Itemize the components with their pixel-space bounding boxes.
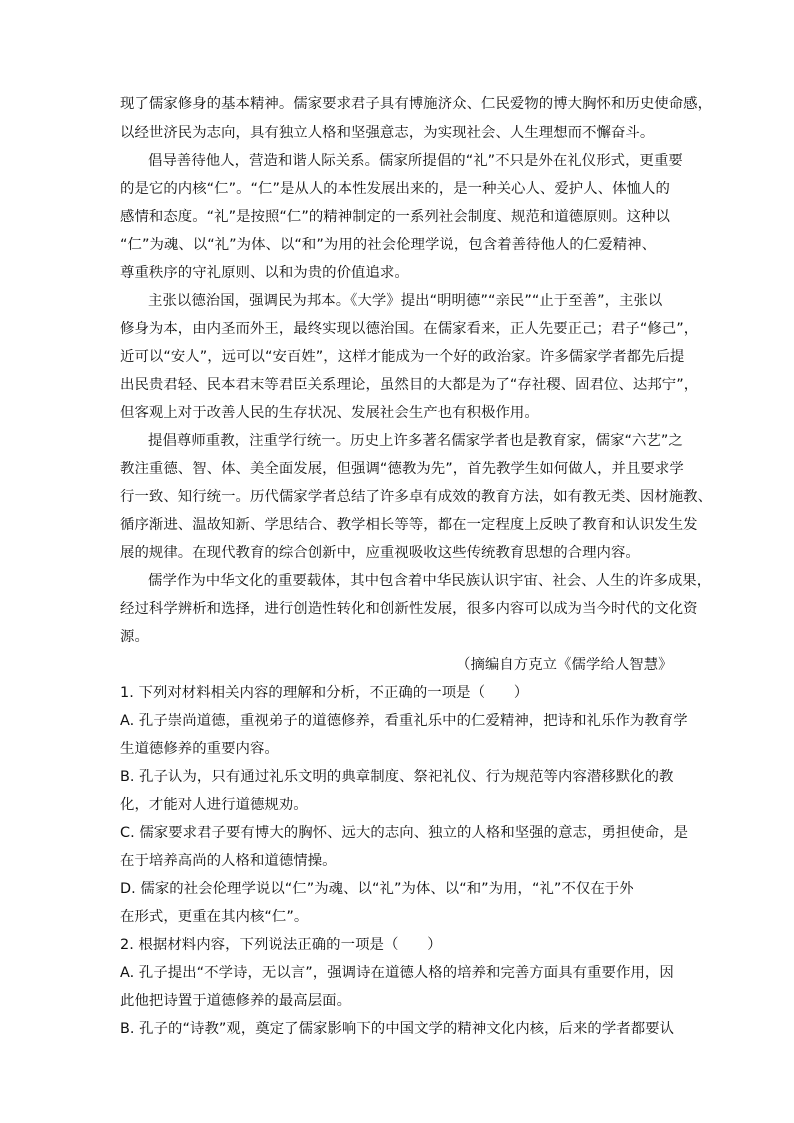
text-line: 近可以“安人”，远可以“安百姓”，这样才能成为一个好的政治家。许多儒家学者都先后提 — [120, 349, 685, 365]
text-line: 现了儒家修身的基本精神。儒家要求君子具有博施济众、仁民爱物的博大胸怀和历史使命感， — [120, 96, 713, 112]
text-line: 提倡尊师重教，注重学行统一。历史上许多著名儒家学者也是教育家，儒家“六艺”之 — [148, 433, 683, 449]
question-1-option-d: D. 儒家的社会伦理学说以“仁”为魂、以“礼”为体、以“和”为用，“礼”不仅在于外 — [120, 881, 634, 897]
text-line: 行一致、知行统一。历代儒家学者总结了许多卓有成效的教育方法，如有教无类、因材施教、 — [120, 489, 713, 505]
text-line: 尊重秩序的守礼原则、以和为贵的价值追求。 — [120, 265, 409, 281]
question-1-option-c: C. 儒家要求君子要有博大的胸怀、远大的志向、独立的人格和坚强的意志，勇担使命，是 — [120, 825, 689, 841]
text-line: 但客观上对于改善人民的生存状况、发展社会生产也有积极作用。 — [120, 405, 539, 421]
text-line: “仁”为魂、以“礼”为体、以“和”为用的社会伦理学说，包含着善待他人的仁爱精神、 — [120, 237, 657, 253]
text-line: 修身为本，由内圣而外王，最终实现以德治国。在儒家看来，正人先要正己；君子“修己”， — [120, 321, 699, 337]
text-line: 源。 — [120, 629, 149, 645]
question-1-option-b: B. 孔子认为，只有通过礼乐文明的典章制度、祭祀礼仪、行为规范等内容潜移默化的教 — [120, 769, 674, 785]
text-line: 主张以德治国，强调民为邦本。《大学》提出“明明德”“亲民”“止于至善”，主张以 — [148, 293, 663, 309]
text-line: 儒学作为中华文化的重要载体，其中包含着中华民族认识宇宙、社会、人生的许多成果， — [148, 573, 712, 589]
text-line: 倡导善待他人，营造和谐人际关系。儒家所提倡的“礼”不只是外在礼仪形式，更重要 — [148, 153, 683, 169]
question-1-option-d-cont: 在形式，更重在其内核“仁”。 — [120, 909, 309, 925]
text-line: 循序渐进、温故知新、学思结合、教学相长等等，都在一定程度上反映了教育和认识发生发 — [120, 517, 698, 533]
question-1-option-b-cont: 化，才能对人进行道德规劝。 — [120, 797, 308, 813]
text-line: 经过科学辨析和选择，进行创造性转化和创新性发展，很多内容可以成为当今时代的文化资 — [120, 601, 698, 617]
question-1-option-a: A. 孔子崇尚道德，重视弟子的道德修养，看重礼乐中的仁爱精神，把诗和礼乐作为教育学 — [120, 713, 688, 729]
text-line: 教注重德、智、体、美全面发展，但强调“德教为先”，首先教学生如何做人，并且要求学 — [120, 461, 684, 477]
question-1-stem: 1. 下列对材料相关内容的理解和分析，不正确的一项是（ ） — [120, 685, 529, 701]
question-2-option-b: B. 孔子的“诗教”观，奠定了儒家影响下的中国文学的精神文化内核，后来的学者都要认 — [120, 1021, 675, 1037]
question-2-option-a: A. 孔子提出“不学诗，无以言”，强调诗在道德人格的培养和完善方面具有重要作用，因 — [120, 965, 674, 981]
question-1-option-c-cont: 在于培养高尚的人格和道德情操。 — [120, 853, 337, 869]
source-citation: （摘编自方克立《儒学给人智慧》 — [456, 657, 673, 673]
question-2-option-a-cont: 此他把诗置于道德修养的最高层面。 — [120, 993, 352, 1009]
text-line: 展的规律。在现代教育的综合创新中，应重视吸收这些传统教育思想的合理内容。 — [120, 545, 640, 561]
text-line: 的是它的内核“仁”。“仁”是从人的本性发展出来的，是一种关心人、爱护人、体恤人的 — [120, 181, 670, 197]
text-line: 感情和态度。“礼”是按照“仁”的精神制定的一系列社会制度、规范和道德原则。这种以 — [120, 209, 670, 225]
text-line: 出民贵君轻、民本君末等君臣关系理论，虽然目的大都是为了“存社稷、固君位、达邦宁”， — [120, 377, 699, 393]
question-2-stem: 2. 根据材料内容，下列说法正确的一项是（ ） — [120, 937, 442, 953]
text-line: 以经世济民为志向，具有独立人格和坚强意志，为实现社会、人生理想而不懈奋斗。 — [120, 125, 655, 141]
question-1-option-a-cont: 生道德修养的重要内容。 — [120, 741, 279, 757]
